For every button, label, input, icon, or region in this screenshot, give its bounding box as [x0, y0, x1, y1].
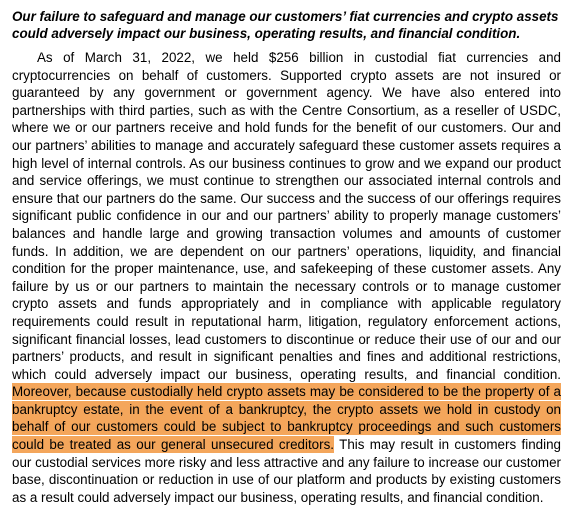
- risk-factor-paragraph: [12, 49, 561, 506]
- paragraph-text-continued: This may result in customers finding our custodial services more risky and less attractive and any failure to increase our customer base, discontinuation or reduction in use of our platform and products by existing customers as a result could adversely impact our business, operating results, and financial condition.: [12, 437, 561, 505]
- highlighted-text: Moreover, because custodially held crypto assets may be considered to be the property of a bankruptcy estate, in the event of a bankruptcy, the crypto assets we hold in custody on behalf of our customers could be subject to bankruptcy proceedings and such customers could be treated as our general unsecured creditors.: [12, 384, 561, 453]
- risk-factor-heading: Our failure to safeguard and manage our customers’ fiat currencies and crypto assets could adversely impact our business, operating results, and financial condition.: [12, 9, 559, 41]
- paragraph-text: As of March 31, 2022, we held $256 billion in custodial fiat currencies and cryptocurrencies on behalf of customers. Supported crypto assets are not insured or guaranteed by any government or government agency. We have also entered into partnerships with third parties, such as with the Centre Consortium, as a reseller of USDC, where we or our partners receive and hold funds for the benefit of our customers. Our and our partners’ abilities to manage and accurately safeguard these customer assets requires a high level of internal controls. As our business continues to grow and we expand our product and service offerings, we must continue to strengthen our associated internal controls and ensure that our partners do the same. Our success and the success of our offerings requires significant public confidence in our and our partners’ ability to properly manage customers’ balances and handle large and growing transaction volumes and amounts of customer funds. In addition, we are dependent on our partners’ operations, liquidity, and financial condition for the proper maintenance, use, and safekeeping of these customer assets. Any failure by us or our partners to maintain the necessary controls or to manage customer crypto assets and funds appropriately and in compliance with applicable regulatory requirements could result in reputational harm, litigation, regulatory enforcement actions, significant financial losses, lead customers to discontinue or reduce their use of our and our partners’ products, and result in significant penalties and fines and additional restrictions, which could adversely impact our business, operating results, and financial condition.: [12, 50, 561, 382]
